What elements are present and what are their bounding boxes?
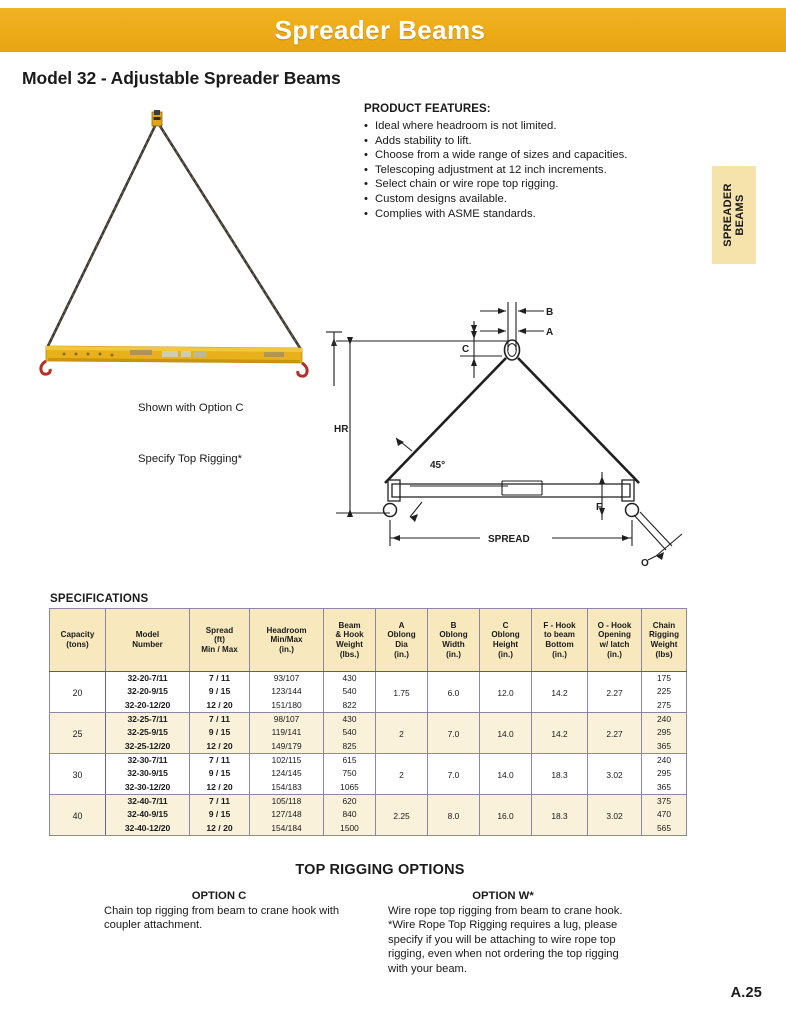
- table-cell: [250, 672, 324, 713]
- diagram-label-f: F: [596, 502, 603, 513]
- table-cell-value: 124/145: [271, 768, 302, 779]
- table-body: [50, 672, 687, 836]
- product-features-list: [364, 119, 664, 221]
- table-cell: [106, 754, 190, 795]
- bullet-icon: •: [364, 178, 368, 191]
- table-cell-value: 7 / 11: [208, 714, 231, 725]
- table-cell: [480, 754, 532, 795]
- table-column-header-line: Beam: [338, 620, 361, 630]
- bullet-icon: •: [364, 207, 368, 220]
- table-cell-value: 2: [399, 729, 404, 739]
- table-column-header-line: Oblong: [439, 630, 468, 640]
- table-column-header-line: (in.): [498, 649, 513, 659]
- table-cell-value: 20: [72, 688, 83, 698]
- table-cell: [250, 754, 324, 795]
- technical-diagram-svg: [330, 288, 692, 576]
- bullet-icon: •: [364, 163, 368, 176]
- table-cell: [642, 754, 687, 795]
- table-cell-value: 470: [657, 809, 671, 820]
- table-cell-value: 12 / 20: [206, 822, 233, 833]
- table-cell: [588, 754, 642, 795]
- caption-shown-with-option-c: Shown with Option C: [138, 402, 244, 414]
- table-cell-value: 102/115: [271, 755, 302, 766]
- option-c-body: Chain top rigging from beam to crane hook with coupler attachment.: [104, 905, 340, 932]
- table-column-header: [376, 609, 428, 672]
- table-cell-value: 12.0: [497, 688, 514, 698]
- table-cell-value: 123/144: [271, 686, 302, 697]
- table-cell-value: 40: [72, 811, 83, 821]
- table-cell: [588, 672, 642, 713]
- table-column-header-line: & Hook: [335, 630, 364, 640]
- table-cell: [642, 713, 687, 754]
- table-cell-value: 32-25-12/20: [124, 740, 171, 751]
- table-column-header-line: Capacity: [60, 630, 95, 640]
- table-cell-value: 750: [342, 768, 357, 779]
- table-cell: [324, 672, 376, 713]
- model-heading: Model 32 - Adjustable Spreader Beams: [22, 68, 341, 88]
- top-rigging-options-title: TOP RIGGING OPTIONS: [295, 862, 465, 878]
- table-cell: [190, 795, 250, 836]
- diagram-label-b: B: [546, 307, 554, 318]
- table-cell-value: 7 / 11: [208, 755, 231, 766]
- cell-stack: [190, 672, 249, 712]
- cell-stack: [106, 795, 189, 835]
- table-column-header-line: Min / Max: [201, 644, 238, 654]
- cell-stack: [106, 754, 189, 794]
- table-cell-value: 151/180: [271, 699, 302, 710]
- cell-stack: [642, 754, 686, 794]
- diagram-label-angle: 45°: [430, 460, 446, 471]
- table-cell-value: 3.02: [606, 811, 623, 821]
- table-column-header-line: F - Hook: [543, 620, 576, 630]
- table-cell: [190, 713, 250, 754]
- table-column-header-line: Headroom: [266, 625, 307, 635]
- product-feature-item: [364, 134, 664, 149]
- table-cell: [324, 795, 376, 836]
- table-cell-value: 14.0: [497, 770, 514, 780]
- table-cell-value: 18.3: [551, 811, 568, 821]
- product-feature-text: Select chain or wire rope top rigging.: [375, 178, 559, 191]
- technical-diagram: [330, 288, 692, 576]
- side-tab-line1: SPREADER: [722, 183, 734, 247]
- table-cell: [324, 754, 376, 795]
- table-column-header-line: Chain: [652, 620, 676, 630]
- table-cell: [480, 713, 532, 754]
- option-w-title: OPTION W*: [472, 890, 534, 902]
- option-w-body: Wire rope top rigging from beam to crane hook. *Wire Rope Top Rigging requires a lug, please specify if you will be attaching to wire rope top rigging, even when not ordering the top rigging with your beam.: [388, 905, 623, 975]
- table-row: [50, 754, 687, 795]
- table-column-header-line: Oblong: [387, 630, 416, 640]
- table-cell: [376, 795, 428, 836]
- table-column-header: [324, 609, 376, 672]
- table-cell-value: 225: [657, 686, 671, 697]
- table-row: [50, 713, 687, 754]
- cell-stack: [106, 713, 189, 753]
- table-column-header-line: Opening: [598, 630, 631, 640]
- cell-stack: [324, 713, 375, 753]
- product-feature-item: [364, 192, 664, 207]
- table-cell-value: 16.0: [497, 811, 514, 821]
- product-feature-text: Adds stability to lift.: [375, 134, 472, 147]
- table-cell: [50, 672, 106, 713]
- table-row: [50, 795, 687, 836]
- table-cell: [588, 795, 642, 836]
- table-column-header-line: A: [398, 620, 405, 630]
- table-cell-value: 295: [657, 768, 671, 779]
- table-cell-value: 615: [342, 755, 357, 766]
- table-column-header-line: Rigging: [648, 630, 680, 640]
- product-feature-text: Ideal where headroom is not limited.: [375, 120, 557, 132]
- table-cell-value: 105/118: [271, 796, 302, 807]
- diagram-label-o: O: [641, 558, 649, 569]
- table-cell: [642, 795, 687, 836]
- table-column-header-line: Min/Max: [270, 635, 303, 645]
- table-cell-value: 822: [342, 699, 357, 710]
- table-cell-value: 7.0: [447, 770, 460, 780]
- caption-specify-top-rigging: Specify Top Rigging*: [138, 453, 243, 465]
- table-cell: [190, 754, 250, 795]
- product-features-title: PRODUCT FEATURES:: [364, 103, 491, 115]
- table-cell-value: 7 / 11: [208, 673, 231, 684]
- table-cell-value: 32-40-9/15: [127, 809, 168, 820]
- bullet-icon: •: [364, 149, 368, 162]
- table-cell: [428, 795, 480, 836]
- table-cell-value: 14.0: [497, 729, 514, 739]
- product-feature-item: [364, 148, 664, 163]
- side-tab-line2: BEAMS: [734, 194, 746, 236]
- table-cell: [376, 672, 428, 713]
- table-column-header-line: (in.): [607, 649, 622, 659]
- table-cell-value: 9 / 15: [208, 686, 231, 697]
- table-cell: [642, 672, 687, 713]
- table-cell-value: 2.27: [606, 729, 623, 739]
- table-cell-value: 12 / 20: [206, 740, 233, 751]
- table-cell-value: 127/148: [271, 809, 302, 820]
- table-cell: [250, 795, 324, 836]
- side-tab-label: [722, 183, 746, 247]
- table-cell: [376, 754, 428, 795]
- table-cell-value: 32-20-9/15: [127, 686, 168, 697]
- table-column-header-line: Weight: [650, 640, 678, 649]
- cell-stack: [250, 672, 323, 712]
- table-cell-value: 295: [657, 727, 671, 738]
- table-column-header-line: Height: [492, 640, 519, 649]
- table-cell-value: 14.2: [551, 729, 568, 739]
- product-photo-spreader-beam: [34, 108, 344, 390]
- table-cell-value: 154/184: [271, 822, 302, 833]
- table-column-header-line: Number: [132, 640, 163, 649]
- table-cell-value: 3.02: [606, 770, 623, 780]
- table-cell-value: 32-20-12/20: [124, 699, 171, 710]
- table-cell-value: 32-30-12/20: [124, 781, 171, 792]
- bullet-icon: •: [364, 120, 368, 132]
- table-column-header-line: to beam: [543, 630, 576, 640]
- table-cell-value: 9 / 15: [208, 809, 231, 820]
- cell-stack: [642, 672, 686, 712]
- table-cell-value: 540: [342, 686, 357, 697]
- table-header-row: [50, 609, 687, 672]
- table-cell: [428, 672, 480, 713]
- table-cell: [532, 672, 588, 713]
- table-column-header-line: Weight: [336, 640, 363, 649]
- table-column-header-line: Spread: [205, 625, 234, 635]
- table-cell: [106, 672, 190, 713]
- table-column-header: [588, 609, 642, 672]
- bullet-icon: •: [364, 192, 368, 205]
- table-cell-value: 7 / 11: [208, 796, 231, 807]
- cell-stack: [250, 713, 323, 753]
- table-cell-value: 93/107: [273, 673, 300, 684]
- table-cell-value: 365: [657, 781, 671, 792]
- table-cell-value: 2: [399, 770, 404, 780]
- table-cell-value: 14.2: [551, 688, 568, 698]
- table-column-header-line: Model: [135, 630, 160, 640]
- table-cell: [588, 713, 642, 754]
- table-cell-value: 175: [657, 673, 671, 684]
- table-column-header: [50, 609, 106, 672]
- bullet-icon: •: [364, 134, 368, 147]
- table-cell-value: 9 / 15: [208, 768, 231, 779]
- product-features: [364, 103, 664, 221]
- table-cell-value: 149/179: [271, 740, 302, 751]
- table-cell-value: 620: [342, 796, 357, 807]
- table-cell-value: 430: [342, 714, 357, 725]
- table-cell-value: 32-40-12/20: [124, 822, 171, 833]
- table-column-header: [106, 609, 190, 672]
- table-column-header-line: (in.): [279, 644, 294, 654]
- table-cell: [376, 713, 428, 754]
- table-column-header: [642, 609, 687, 672]
- table-cell-value: 1500: [340, 822, 359, 833]
- product-feature-item: [364, 207, 664, 222]
- table-cell-value: 32-20-7/11: [127, 673, 168, 684]
- table-cell-value: 430: [342, 673, 357, 684]
- product-feature-item: [364, 177, 664, 192]
- table-cell-value: 9 / 15: [208, 727, 231, 738]
- table-cell-value: 18.3: [551, 770, 568, 780]
- table-column-header-line: w/ latch: [599, 640, 630, 649]
- table-cell-value: 375: [657, 796, 671, 807]
- table-cell-value: 25: [72, 729, 83, 739]
- table-column-header-line: (lbs): [655, 649, 673, 659]
- table-column-header-line: (ft): [214, 635, 225, 645]
- product-feature-text: Telescoping adjustment at 12 inch increments.: [375, 163, 607, 176]
- table-cell-value: 32-30-7/11: [127, 755, 168, 766]
- cell-stack: [324, 672, 375, 712]
- table-cell: [532, 795, 588, 836]
- table-cell: [532, 713, 588, 754]
- table-cell: [480, 795, 532, 836]
- table-cell: [50, 713, 106, 754]
- table-cell-value: 119/141: [271, 727, 302, 738]
- page-title: Spreader Beams: [274, 14, 486, 45]
- table-cell-value: 32-30-9/15: [127, 768, 168, 779]
- cell-stack: [106, 672, 189, 712]
- table-cell: [428, 713, 480, 754]
- product-feature-item: [364, 163, 664, 178]
- table-cell-value: 1.75: [393, 688, 410, 698]
- table-cell: [106, 713, 190, 754]
- table-column-header-line: (in.): [394, 649, 409, 659]
- table-cell-value: 275: [657, 699, 671, 710]
- side-tab-spreader-beams: [712, 166, 756, 264]
- product-photo-svg: [34, 108, 344, 390]
- table-cell: [106, 795, 190, 836]
- cell-stack: [190, 795, 249, 835]
- table-cell: [324, 713, 376, 754]
- diagram-label-spread: SPREAD: [488, 534, 530, 545]
- table-cell: [190, 672, 250, 713]
- table-column-header-line: (tons): [66, 640, 89, 649]
- table-column-header: [428, 609, 480, 672]
- table-row: [50, 672, 687, 713]
- table-column-header-line: O - Hook: [597, 620, 632, 630]
- cell-stack: [324, 754, 375, 794]
- cell-stack: [190, 713, 249, 753]
- table-cell: [50, 795, 106, 836]
- table-cell-value: 32-25-7/11: [127, 714, 168, 725]
- table-column-header-line: Dia: [395, 640, 408, 649]
- product-feature-item: [364, 119, 664, 134]
- table-cell-value: 825: [342, 740, 357, 751]
- cell-stack: [324, 795, 375, 835]
- table-cell: [428, 754, 480, 795]
- table-column-header-line: (in.): [552, 649, 567, 659]
- table-cell-value: 8.0: [447, 811, 460, 821]
- table-cell-value: 1065: [340, 781, 359, 792]
- table-cell-value: 565: [657, 822, 671, 833]
- table-cell-value: 32-25-9/15: [127, 727, 168, 738]
- option-c-title: OPTION C: [191, 890, 247, 902]
- cell-stack: [250, 754, 323, 794]
- table-column-header-line: B: [450, 620, 457, 630]
- product-feature-text: Custom designs available.: [375, 192, 507, 205]
- table-cell-value: 365: [657, 740, 671, 751]
- specifications-title: SPECIFICATIONS: [50, 593, 149, 605]
- table-cell-value: 12 / 20: [206, 699, 233, 710]
- page-number: A.25: [730, 985, 762, 1001]
- diagram-label-hr: HR: [334, 424, 349, 435]
- diagram-label-a: A: [546, 327, 554, 338]
- specifications-table: [49, 608, 687, 836]
- table-cell: [532, 754, 588, 795]
- table-cell-value: 2.27: [606, 688, 623, 698]
- product-feature-text: Complies with ASME standards.: [375, 207, 536, 220]
- table-cell-value: 840: [342, 809, 357, 820]
- table-cell-value: 240: [657, 714, 671, 725]
- table-column-header-line: C: [502, 620, 509, 630]
- table-cell: [480, 672, 532, 713]
- table-column-header: [250, 609, 324, 672]
- table-column-header-line: Bottom: [545, 640, 574, 649]
- table-cell-value: 30: [72, 770, 83, 780]
- table-cell-value: 2.25: [393, 811, 410, 821]
- table-column-header: [480, 609, 532, 672]
- table-column-header-line: (lbs.): [339, 649, 360, 659]
- table-column-header: [190, 609, 250, 672]
- table-cell-value: 7.0: [447, 729, 460, 739]
- table-column-header: [532, 609, 588, 672]
- table-cell-value: 154/183: [271, 781, 302, 792]
- table-cell-value: 6.0: [447, 688, 460, 698]
- table-column-header-line: (in.): [446, 649, 461, 659]
- table-cell: [50, 754, 106, 795]
- table-cell-value: 32-40-7/11: [127, 796, 168, 807]
- table-cell-value: 540: [342, 727, 357, 738]
- table-column-header-line: Width: [442, 640, 465, 649]
- cell-stack: [190, 754, 249, 794]
- table-cell-value: 12 / 20: [206, 781, 233, 792]
- cell-stack: [642, 713, 686, 753]
- table-cell: [250, 713, 324, 754]
- table-cell-value: 98/107: [273, 714, 300, 725]
- cell-stack: [642, 795, 686, 835]
- cell-stack: [250, 795, 323, 835]
- product-feature-text: Choose from a wide range of sizes and capacities.: [375, 149, 628, 162]
- diagram-label-c: C: [462, 344, 470, 355]
- table-cell-value: 240: [657, 755, 671, 766]
- table-column-header-line: Oblong: [491, 630, 520, 640]
